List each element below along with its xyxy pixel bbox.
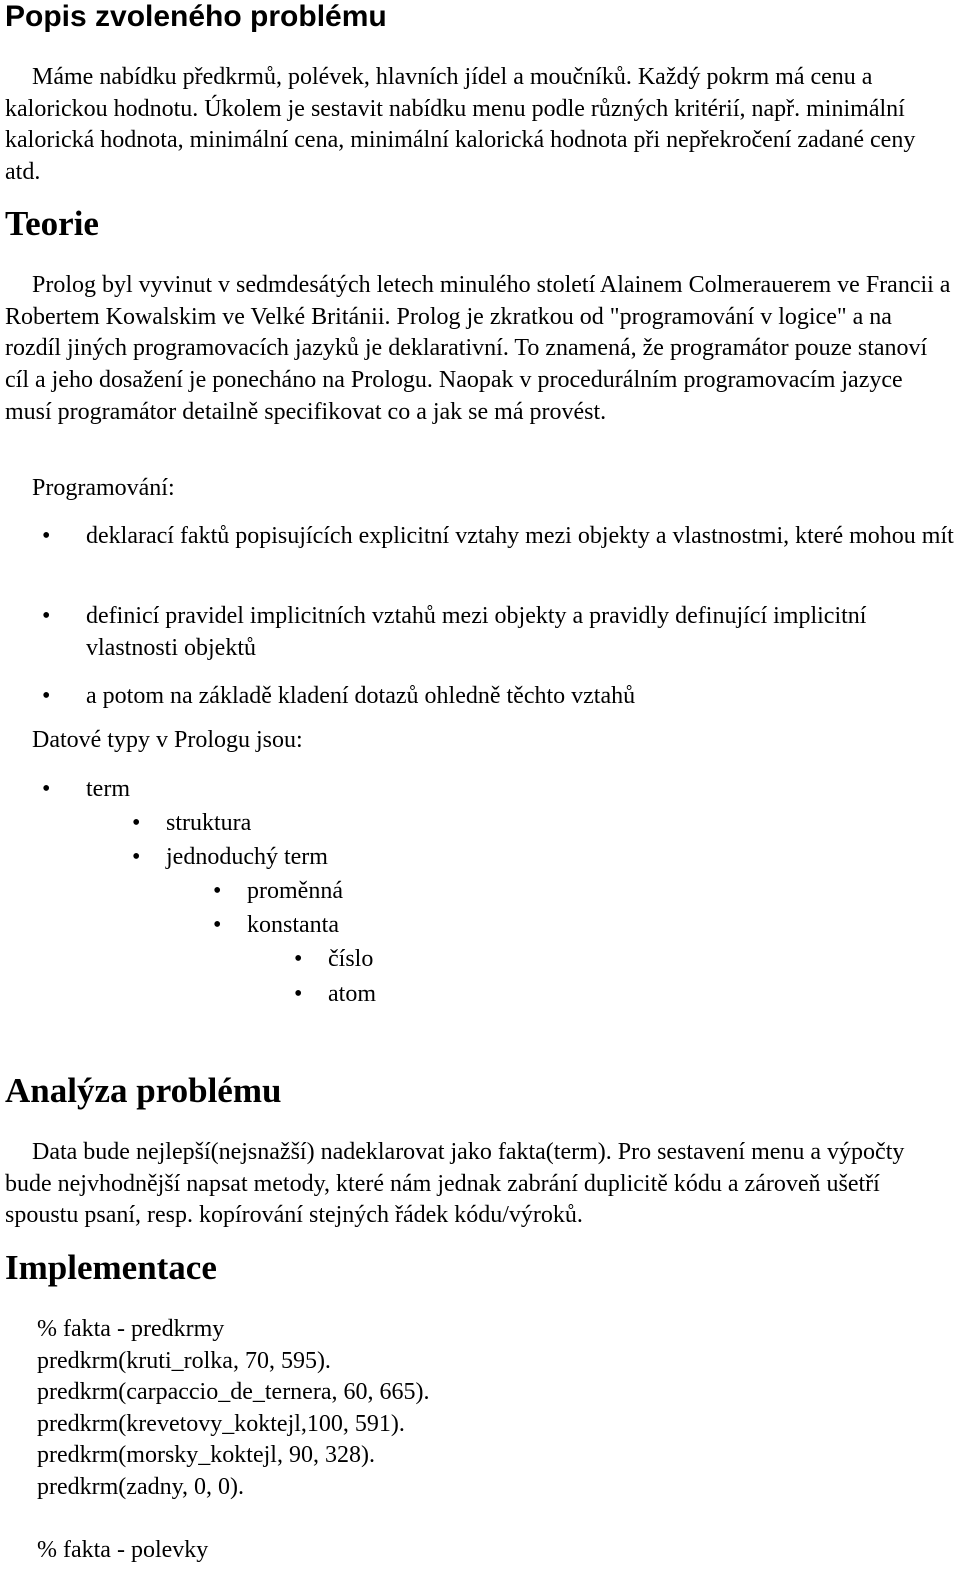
bullet-icon: • bbox=[294, 981, 303, 1007]
bullet-icon: • bbox=[294, 946, 303, 972]
bullet-icon: • bbox=[213, 878, 222, 904]
list-item-text: deklarací faktů popisujících explicitní vztahy mezi objekty a vlastnostmi, které mohou mít bbox=[86, 523, 954, 549]
datatype-item-term: • term bbox=[86, 774, 130, 806]
bullet-icon: • bbox=[42, 776, 51, 802]
code-line: predkrm(morsky_koktejl, 90, 328). bbox=[37, 1442, 375, 1468]
bullet-icon: • bbox=[42, 683, 51, 709]
bullet-icon: • bbox=[132, 844, 141, 870]
list-item bbox=[42, 521, 956, 553]
heading-problem-analysis: Analýza problému bbox=[5, 1071, 282, 1110]
code-line: predkrm(carpaccio_de_ternera, 60, 665). bbox=[37, 1379, 430, 1405]
list-item-text: definicí pravidel implicitních vztahů mezi objekty a pravidly definující implicitní vlastnosti objektů bbox=[86, 603, 867, 661]
datatypes-label: Datové typy v Prologu jsou: bbox=[32, 727, 303, 753]
bullet-icon: • bbox=[42, 523, 51, 549]
heading-implementation: Implementace bbox=[5, 1248, 217, 1287]
list-item bbox=[42, 601, 876, 664]
heading-theory: Teorie bbox=[5, 204, 99, 243]
code-line: predkrm(krevetovy_koktejl,100, 591). bbox=[37, 1411, 405, 1437]
datatype-item-atom: • atom bbox=[328, 979, 376, 1011]
datatype-item-constant: • konstanta bbox=[247, 910, 339, 942]
problem-description-paragraph: Máme nabídku předkrmů, polévek, hlavních jídel a moučníků. Každý pokrm má cenu a kalorickou hodnotu. Úkolem je sestavit nabídku menu podle různých kritérií, např. minimální kalorická hodnota, minimální cena, minimální kalorická hodnota při nepřekročení zadané ceny atd. bbox=[5, 64, 916, 186]
code-line: predkrm(zadny, 0, 0). bbox=[37, 1474, 245, 1500]
bullet-icon: • bbox=[42, 603, 51, 629]
theory-paragraph: Prolog byl vyvinut v sedmdesátých letech minulého století Alainem Colmerauerem ve Francii a Robertem Kowalskim ve Velké Británii. Prolog je zkratkou od "programování v logice" a na rozdíl jiných programovacích jazyků je deklarativní. To znamená, že programátor pouze stanoví cíl a jeho dosažení je ponecháno na Prologu. Naopak v procedurálním programovacím jazyce musí programátor detailně specifikovat co a jak se má provést. bbox=[5, 272, 951, 425]
bullet-icon: • bbox=[213, 912, 222, 938]
datatype-item-struktura: • struktura bbox=[166, 808, 251, 840]
programming-label: Programování: bbox=[32, 475, 175, 501]
datatype-item-simple-term: • jednoduchý term bbox=[166, 842, 328, 874]
datatype-item-number: • číslo bbox=[328, 944, 373, 976]
code-line: predkrm(kruti_rolka, 70, 595). bbox=[37, 1348, 331, 1374]
datatype-item-variable: • proměnná bbox=[247, 876, 343, 908]
analysis-paragraph: Data bude nejlepší(nejsnažší) nadeklarovat jako fakta(term). Pro sestavení menu a výpočty bude nejvhodnější napsat metody, které nám jednak zabrání duplicitě kódu a zároveň ušetří spoustu psaní, resp. kopírování stejných řádek kódu/výroků. bbox=[5, 1139, 905, 1229]
code-comment: % fakta - polevky bbox=[37, 1537, 209, 1563]
heading-problem-description: Popis zvoleného problému bbox=[5, 0, 387, 33]
bullet-icon: • bbox=[132, 810, 141, 836]
list-item-text: a potom na základě kladení dotazů ohledně těchto vztahů bbox=[86, 683, 636, 709]
code-comment: % fakta - predkrmy bbox=[37, 1316, 225, 1342]
list-item bbox=[42, 681, 886, 713]
